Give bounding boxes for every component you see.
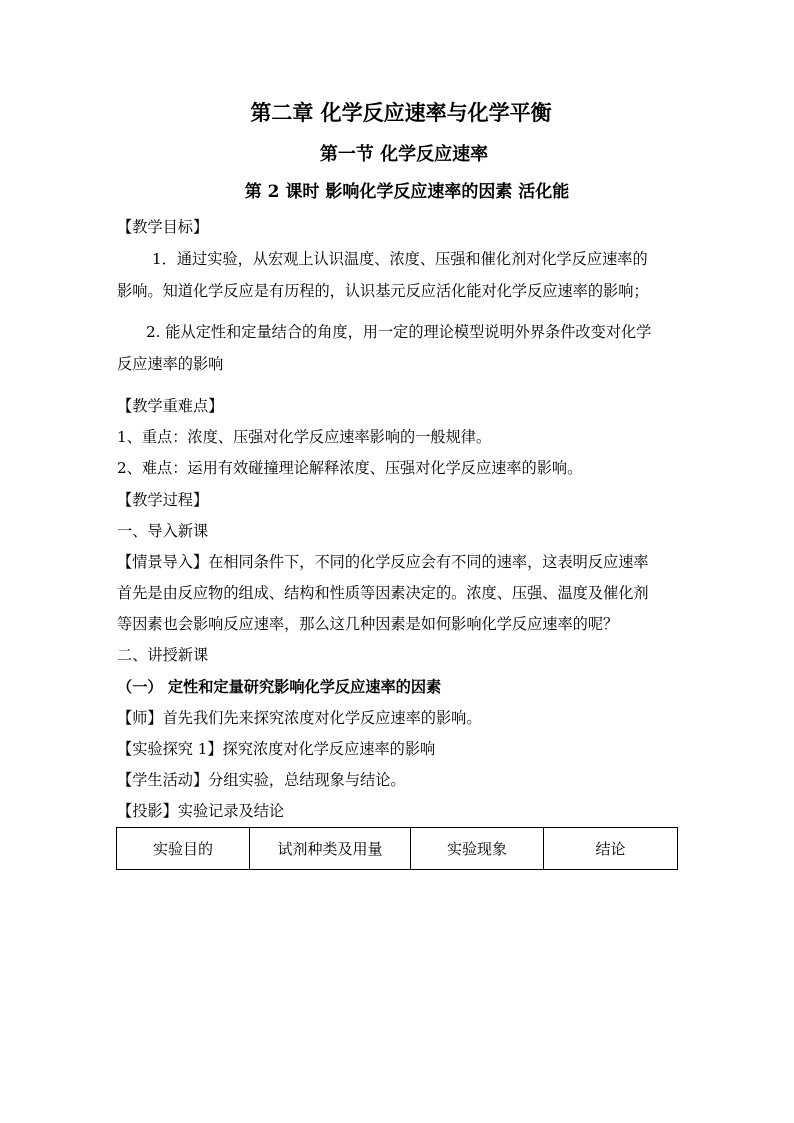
process-heading: 【教学过程】 [117, 491, 209, 509]
objective-2-line-2: 反应速率的影响 [117, 355, 224, 373]
objective-1-line-2: 影响。知道化学反应是有历程的，认识基元反应活化能对化学反应速率的影响； [117, 282, 649, 300]
objective-1-line-1: 1．通过实验，从宏观上认识温度、浓度、压强和催化剂对化学反应速率的 [152, 250, 648, 268]
teacher-line: 【师】首先我们先来探究浓度对化学反应速率的影响。 [117, 709, 482, 727]
intro-line-2: 首先是由反应物的组成、结构和性质等因素决定的。浓度、压强、温度及催化剂 [117, 584, 649, 602]
experiment-record-table [116, 827, 678, 870]
table-header-row [117, 828, 678, 870]
intro-line-1: 【情景导入】在相同条件下，不同的化学反应会有不同的速率，这表明反应速率 [117, 553, 649, 571]
table-header-cell: 结论 [544, 828, 678, 870]
table-header-cell: 试剂种类及用量 [250, 828, 411, 870]
intro-line-3: 等因素也会影响反应速率，那么这几种因素是如何影响化学反应速率的呢？ [117, 615, 619, 633]
table-header-cell: 实验目的 [117, 828, 250, 870]
section-title: 第一节 化学反应速率 [319, 144, 489, 165]
chapter-title: 第二章 化学反应速率与化学平衡 [250, 100, 552, 125]
process-part-2: 二、讲授新课 [117, 646, 209, 664]
projection-line: 【投影】实验记录及结论 [117, 802, 285, 820]
section-subheading: （一） 定性和定量研究影响化学反应速率的因素 [117, 678, 442, 696]
key-point-1: 1、重点：浓度、压强对化学反应速率影响的一般规律。 [117, 428, 492, 446]
key-point-2: 2、难点：运用有效碰撞理论解释浓度、压强对化学反应速率的影响。 [117, 459, 583, 477]
objective-2-line-1: 2. 能从定性和定量结合的角度，用一定的理论模型说明外界条件改变对化学 [146, 323, 652, 341]
objectives-heading: 【教学目标】 [117, 218, 209, 236]
lesson-title: 第 2 课时 影响化学反应速率的因素 活化能 [244, 182, 570, 202]
key-points-heading: 【教学重难点】 [117, 397, 224, 415]
table-header-cell: 实验现象 [411, 828, 544, 870]
experiment-line: 【实验探究 1】探究浓度对化学反应速率的影响 [117, 740, 436, 758]
student-activity-line: 【学生活动】分组实验，总结现象与结论。 [117, 771, 406, 789]
process-part-1: 一、导入新课 [117, 522, 209, 540]
